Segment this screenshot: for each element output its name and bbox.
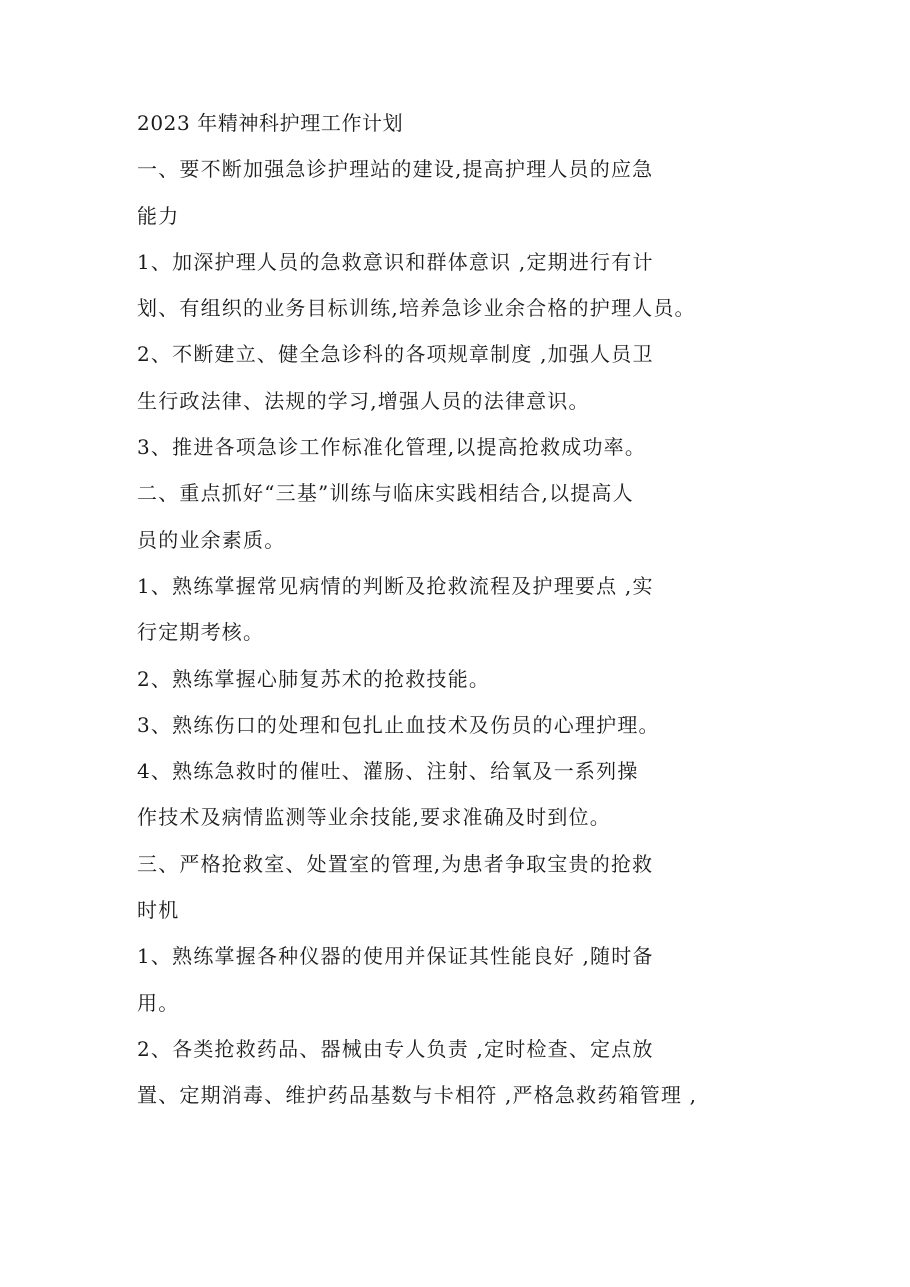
text-line: 用。 bbox=[137, 990, 180, 1015]
section-heading-3-cont: 时机 bbox=[137, 898, 180, 923]
text-line: 3、熟练伤口的处理和包扎止血技术及伤员的心理护理。 bbox=[137, 712, 660, 737]
text-line: 4、熟练急救时的催吐、灌肠、注射、给氧及一系列操 bbox=[137, 759, 639, 784]
text-line: 1、熟练掌握常见病情的判断及抢救流程及护理要点 ,实 bbox=[137, 573, 654, 598]
section-heading-2-cont: 员的业余素质。 bbox=[137, 527, 286, 552]
section-heading-1-cont: 能力 bbox=[137, 203, 180, 228]
text-line: 置、定期消毒、维护药品基数与卡相符 ,严格急救药箱管理 , bbox=[137, 1083, 698, 1108]
document-title: 2023 年精神科护理工作计划 bbox=[137, 111, 404, 135]
section-heading-2: 二、重点抓好“三基”训练与临床实践相结合,以提高人 bbox=[137, 481, 634, 506]
text-line: 生行政法律、法规的学习,增强人员的法律意识。 bbox=[137, 388, 590, 413]
text-line: 2、熟练掌握心肺复苏术的抢救技能。 bbox=[137, 666, 491, 691]
document-body bbox=[137, 113, 737, 1132]
text-line: 3、推进各项急诊工作标准化管理,以提高抢救成功率。 bbox=[137, 435, 647, 460]
text-line: 2、不断建立、健全急诊科的各项规章制度 ,加强人员卫 bbox=[137, 342, 654, 367]
section-heading-3: 三、严格抢救室、处置室的管理,为患者争取宝贵的抢救 bbox=[137, 851, 654, 876]
text-line: 作技术及病情监测等业余技能,要求准确及时到位。 bbox=[137, 805, 611, 830]
text-line: 2、各类抢救药品、器械由专人负责 ,定时检查、定点放 bbox=[137, 1036, 654, 1061]
text-line: 1、熟练掌握各种仪器的使用并保证其性能良好 ,随时备 bbox=[137, 944, 654, 969]
section-heading-1: 一、要不断加强急诊护理站的建设,提高护理人员的应急 bbox=[137, 157, 654, 182]
text-line: 1、加深护理人员的急救意识和群体意识 ,定期进行有计 bbox=[137, 249, 654, 274]
text-line: 行定期考核。 bbox=[137, 620, 265, 645]
text-line: 划、有组织的业务目标训练,培养急诊业余合格的护理人员。 bbox=[137, 296, 696, 321]
